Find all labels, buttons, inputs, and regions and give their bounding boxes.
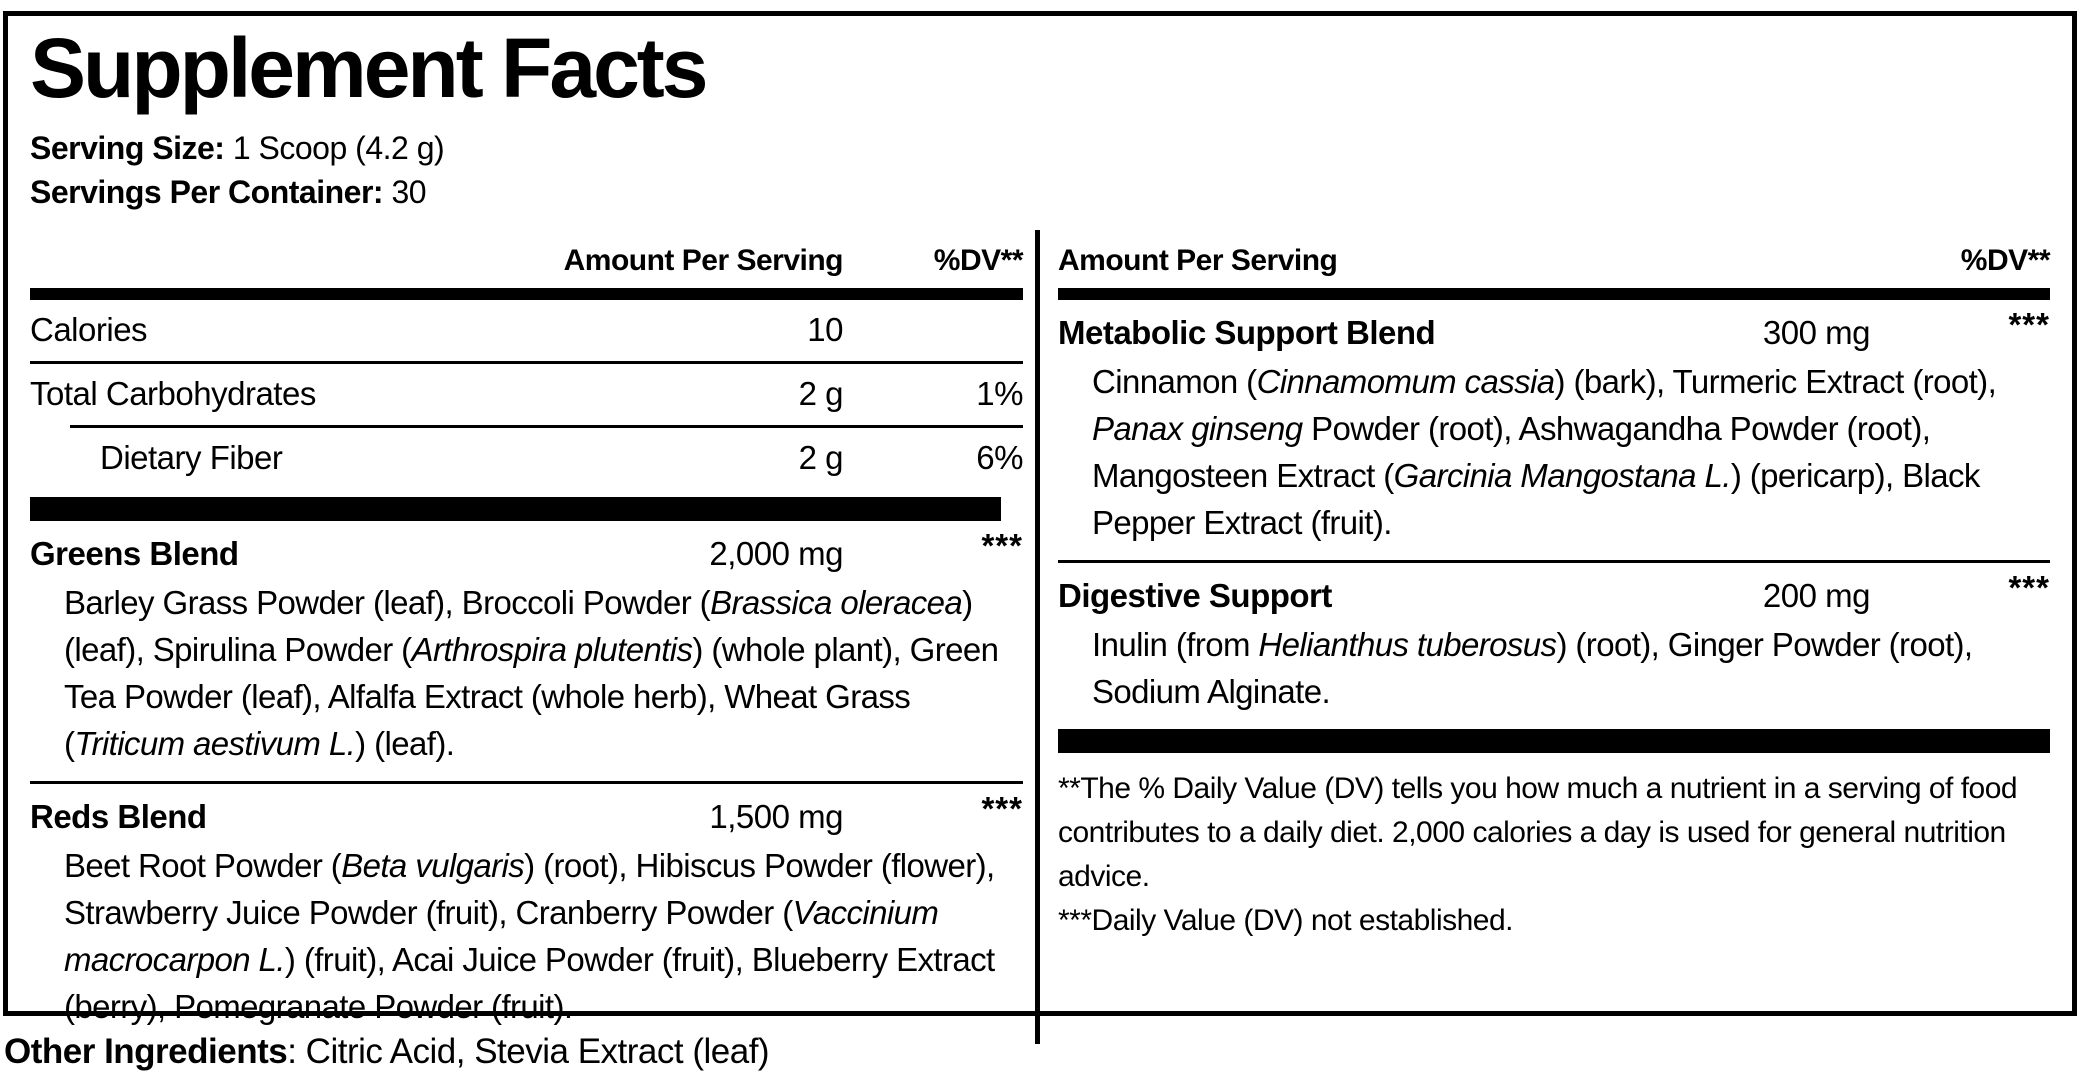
- nutrient-name: Total Carbohydrates: [30, 375, 316, 412]
- nutrient-amount: 2 g: [798, 375, 843, 412]
- table-row-total-carbohydrates: [30, 364, 1023, 425]
- serving-size-label: Serving Size:: [30, 130, 233, 166]
- page-title: Supplement Facts: [30, 21, 706, 115]
- blend-name: Reds Blend: [30, 798, 207, 835]
- footnote-dv-not-established: ***Daily Value (DV) not established.: [1058, 904, 1514, 937]
- servings-per-container-label: Servings Per Container:: [30, 174, 392, 210]
- serving-size-value: 1 Scoop (4.2 g): [232, 130, 445, 166]
- blend-section-digestive: [1058, 563, 2050, 729]
- blend-header-row: [30, 521, 1023, 579]
- right-header-dv: %DV**: [1960, 244, 2050, 277]
- serving-size-line: [30, 126, 2050, 170]
- blend-name: Digestive Support: [1058, 577, 1332, 614]
- section-divider-bar: [30, 497, 1001, 521]
- left-header-amount: Amount Per Serving: [563, 244, 843, 277]
- blend-header-row: [1058, 300, 2050, 358]
- blend-ingredients-text: Barley Grass Powder (leaf), Broccoli Powder (Brassica oleracea) (leaf), Spirulina Powder (Arthrospira plutentis) (whole plant), Green Tea Powder (leaf), Alfalfa Extract (whole herb), Wheat Grass (Triticum aestivum L.) (leaf).: [64, 584, 999, 762]
- nutrient-amount: 2 g: [798, 439, 843, 476]
- supplement-facts-panel: [3, 11, 2077, 1025]
- blend-ingredients-text: Inulin (from Helianthus tuberosus) (root), Ginger Powder (root), Sodium Alginate.: [1092, 626, 1973, 710]
- footnote-divider-bar: [1058, 729, 2050, 753]
- table-row-dietary-fiber: [30, 428, 1023, 489]
- servings-per-container-value: 30: [391, 174, 427, 210]
- right-column: [1040, 230, 2050, 1044]
- serving-info: [30, 126, 2050, 214]
- right-column-header: [1058, 230, 2050, 288]
- nutrient-name: Calories: [30, 311, 148, 348]
- nutrient-amount: 10: [807, 311, 843, 348]
- blend-amount: 2,000 mg: [709, 535, 843, 572]
- daily-value-footnote: [1058, 767, 2050, 943]
- blend-name: Greens Blend: [30, 535, 239, 572]
- blend-amount: 1,500 mg: [709, 798, 843, 835]
- nutrient-dv: 6%: [976, 439, 1023, 476]
- nutrient-dv: 1%: [976, 375, 1023, 412]
- other-ingredients-value: : Citric Acid, Stevia Extract (leaf): [287, 1032, 770, 1071]
- table-row-calories: [30, 300, 1023, 361]
- blend-section-reds: [30, 784, 1023, 1044]
- blend-dv-stars: ***: [2008, 306, 2050, 343]
- blend-header-row: [1058, 563, 2050, 621]
- blend-amount: 200 mg: [1762, 577, 1870, 614]
- left-header-dv: %DV**: [933, 244, 1023, 277]
- blend-section-metabolic: [1058, 300, 2050, 560]
- nutrient-name: Dietary Fiber: [100, 439, 283, 476]
- blend-header-row: [30, 784, 1023, 842]
- other-ingredients-label: Other Ingredients: [4, 1032, 288, 1071]
- header-underline-bar: [1058, 288, 2050, 300]
- blend-dv-stars: ***: [981, 527, 1023, 564]
- blend-dv-stars: ***: [2008, 569, 2050, 606]
- blend-name: Metabolic Support Blend: [1058, 314, 1436, 351]
- footnote-dv-explanation: **The % Daily Value (DV) tells you how much a nutrient in a serving of food contributes to a daily diet. 2,000 calories a day is used for general nutrition advice.: [1058, 772, 2018, 893]
- blend-section-greens: [30, 521, 1023, 781]
- header-underline-bar: [30, 288, 1023, 300]
- servings-per-container-line: [30, 170, 2050, 214]
- blend-ingredients-text: Beet Root Powder (Beta vulgaris) (root), Hibiscus Powder (flower), Strawberry Juice Powder (fruit), Cranberry Powder (Vaccinium macrocarpon L.) (fruit), Acai Juice Powder (fruit), Blueberry Extract (berry), Pomegranate Powder (fruit).: [64, 847, 995, 1025]
- blend-amount: 300 mg: [1762, 314, 1870, 351]
- other-ingredients-line: [4, 1032, 769, 1072]
- left-column-header: [30, 230, 1023, 288]
- right-header-amount: Amount Per Serving: [1058, 244, 1338, 277]
- blend-dv-stars: ***: [981, 790, 1023, 827]
- left-column: [30, 230, 1035, 1044]
- facts-columns: [30, 230, 2050, 1044]
- blend-ingredients-text: Cinnamon (Cinnamomum cassia) (bark), Turmeric Extract (root), Panax ginseng Powder (root), Ashwagandha Powder (root), Mangosteen Extract (Garcinia Mangostana L.) (pericarp), Black Pepper Extract (fruit).: [1092, 363, 1997, 541]
